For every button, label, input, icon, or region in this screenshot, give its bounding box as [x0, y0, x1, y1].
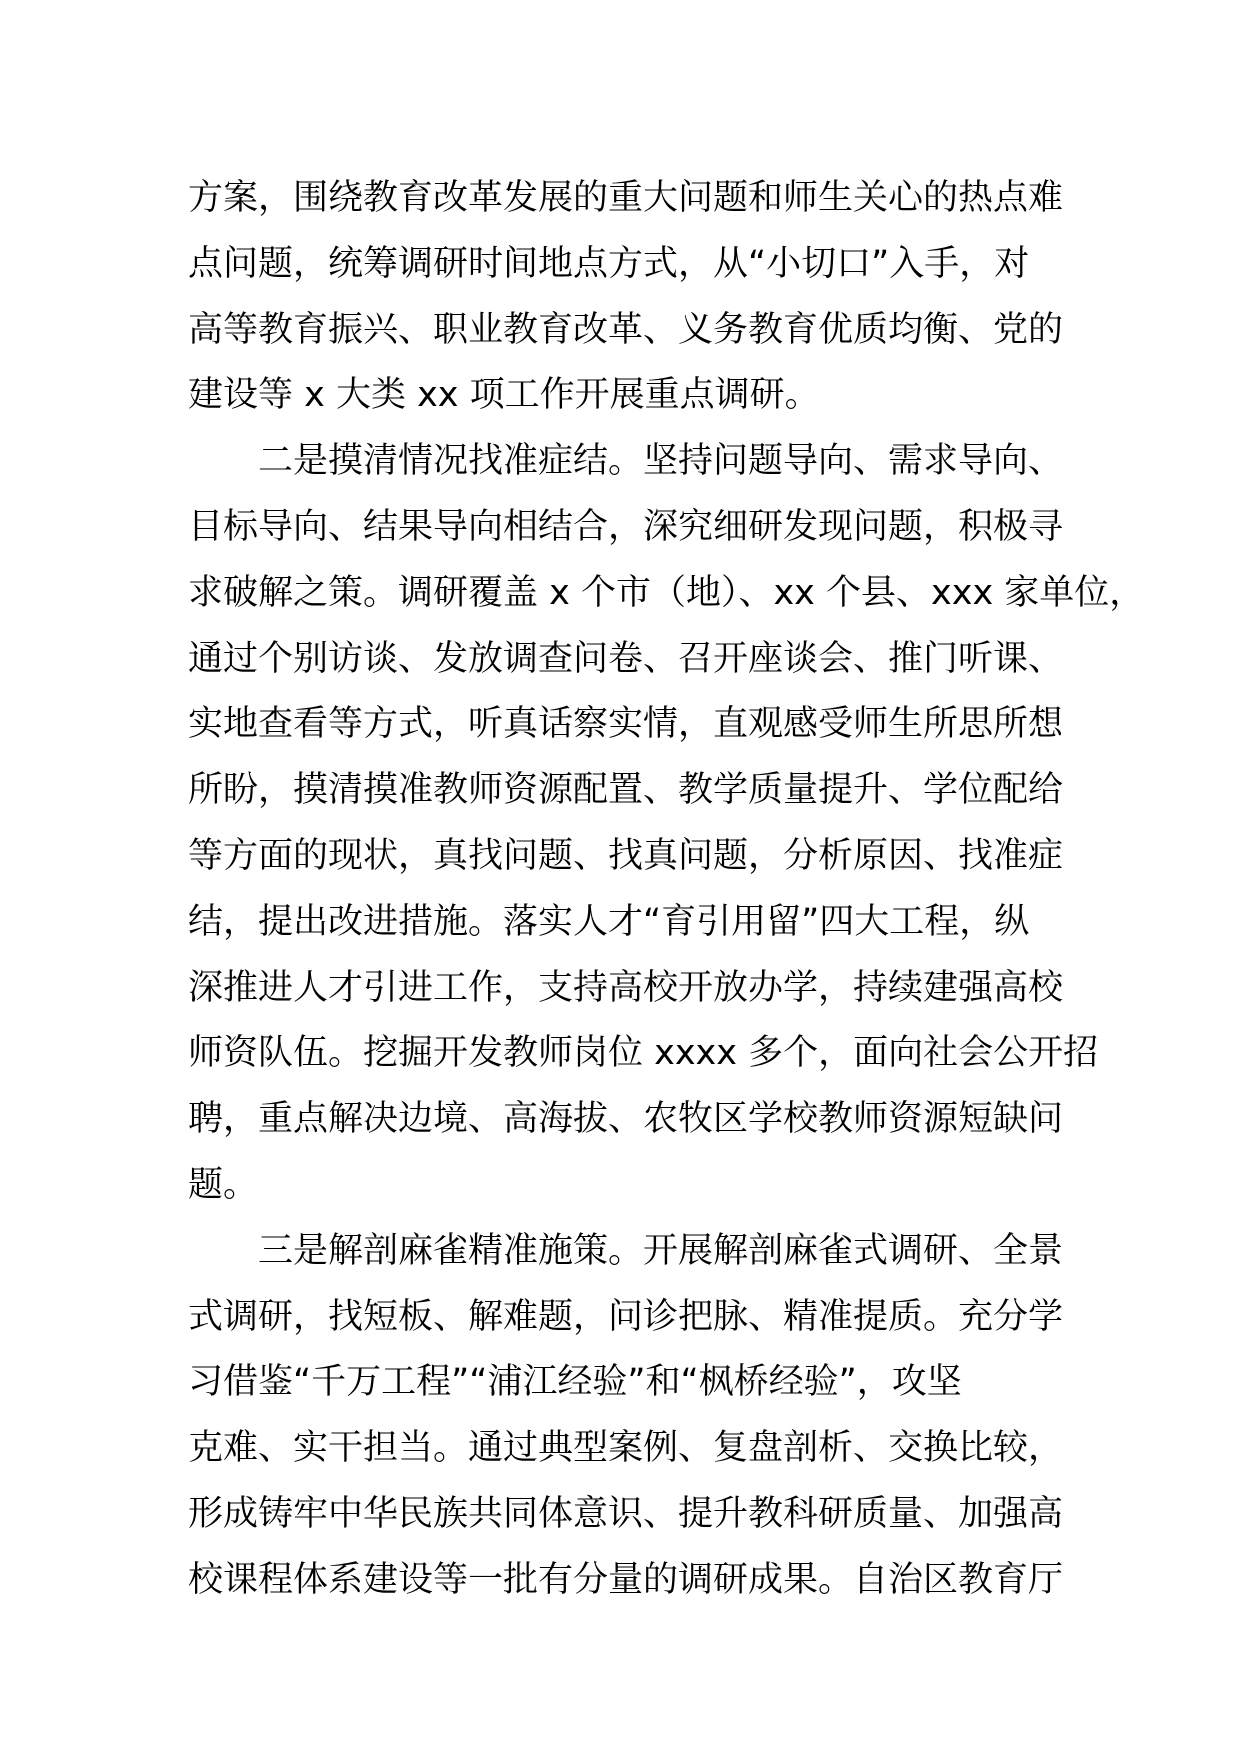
text-line: 校课程体系建设等一批有分量的调研成果。自治区教育厅	[188, 1559, 1064, 1600]
text-line: 二是摸清情况找准症结。坚持问题导向、需求导向、	[258, 441, 1064, 482]
text-line: 通过个别访谈、发放调查问卷、召开座谈会、推门听课、	[188, 638, 1064, 679]
text-line: 结，提出改进措施。落实人才“育引用留”四大工程，纵	[188, 901, 1030, 942]
text-line: 形成铸牢中华民族共同体意识、提升教科研质量、加强高	[188, 1493, 1064, 1534]
text-line: 聘，重点解决边境、高海拔、农牧区学校教师资源短缺问	[188, 1099, 1064, 1140]
text-line: 题。	[188, 1164, 259, 1205]
text-line: 目标导向、结果导向相结合，深究细研发现问题，积极寻	[188, 506, 1064, 547]
text-line: 三是解剖麻雀精准施策。开展解剖麻雀式调研、全景	[258, 1230, 1064, 1271]
document-body	[188, 166, 1145, 1614]
text-line: 求破解之策。调研覆盖 x 个市（地）、xx 个县、xxx 家单位，	[188, 572, 1145, 613]
text-line: 克难、实干担当。通过典型案例、复盘剖析、交换比较，	[188, 1428, 1064, 1469]
text-line: 习借鉴“千万工程”“浦江经验”和“枫桥经验”，攻坚	[188, 1362, 962, 1403]
text-line: 高等教育振兴、职业教育改革、义务教育优质均衡、党的	[188, 309, 1064, 350]
text-line: 建设等 x 大类 xx 项工作开展重点调研。	[188, 375, 820, 416]
text-line: 点问题，统筹调研时间地点方式，从“小切口”入手，对	[188, 243, 1030, 284]
paragraph-point-two	[188, 429, 1145, 1219]
text-line: 师资队伍。挖掘开发教师岗位 xxxx 多个，面向社会公开招	[188, 1033, 1099, 1074]
paragraph-point-three	[188, 1219, 1078, 1614]
text-line: 式调研，找短板、解难题，问诊把脉、精准提质。充分学	[188, 1296, 1064, 1337]
text-line: 所盼，摸清摸准教师资源配置、教学质量提升、学位配给	[188, 770, 1064, 811]
paragraph-continuation	[188, 166, 1078, 429]
text-line: 方案，围绕教育改革发展的重大问题和师生关心的热点难	[188, 178, 1064, 218]
text-line: 实地查看等方式，听真话察实情，直观感受师生所思所想	[188, 704, 1064, 745]
text-line: 深推进人才引进工作，支持高校开放办学，持续建强高校	[188, 967, 1064, 1008]
text-line: 等方面的现状，真找问题、找真问题，分析原因、找准症	[188, 835, 1064, 876]
